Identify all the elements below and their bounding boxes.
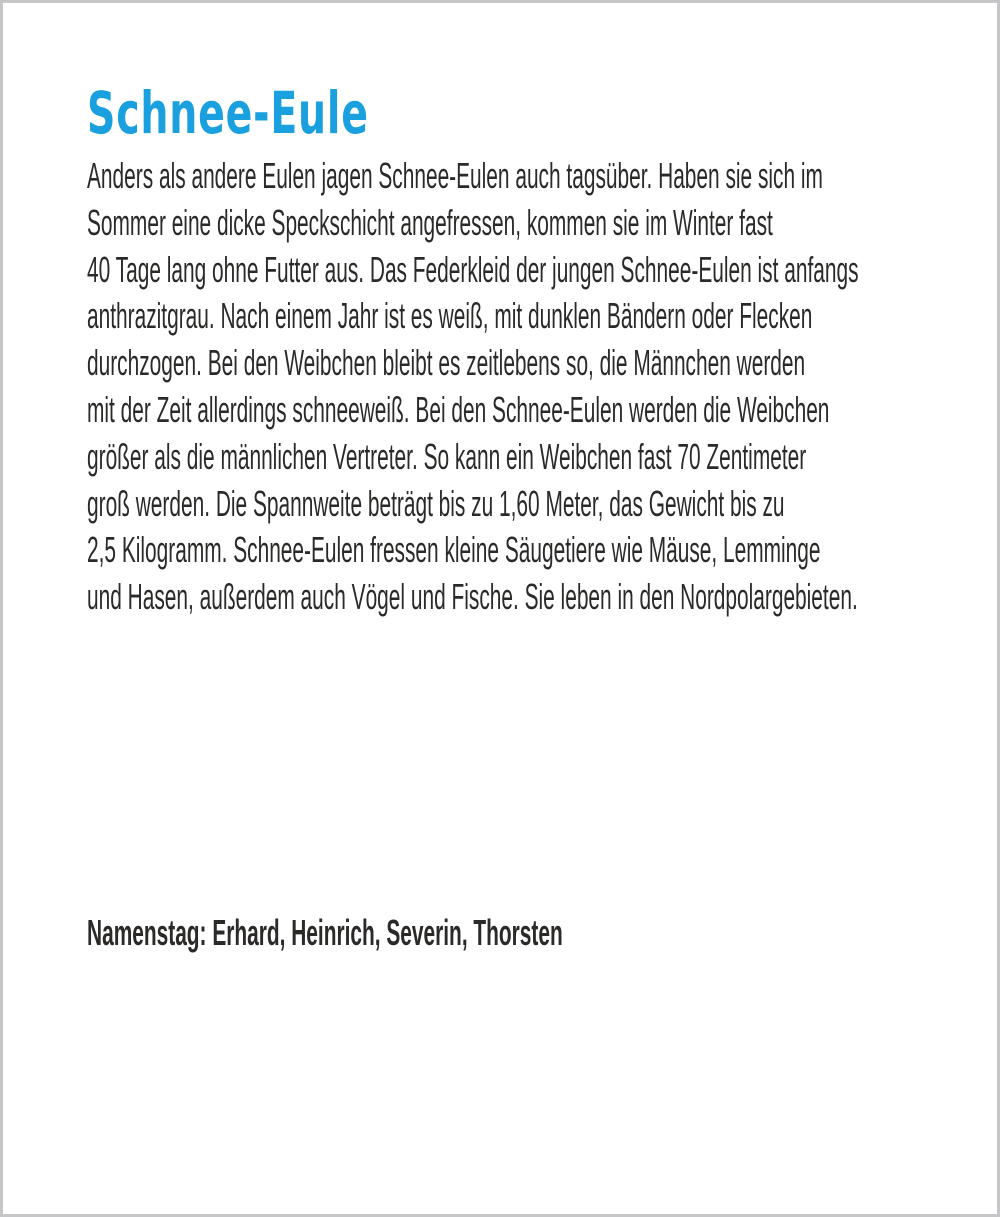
body-text [87, 153, 1000, 621]
page-title: Schnee-Eule [87, 79, 369, 147]
body-line-3: 40 Tage lang ohne Futter aus. Das Federkleid der jungen Schnee-Eulen ist anfangs [87, 248, 859, 290]
body-line-6: mit der Zeit allerdings schneeweiß. Bei den Schnee-Eulen werden die Weibchen [87, 388, 830, 430]
body-line-5: durchzogen. Bei den Weibchen bleibt es zeitlebens so, die Männchen werden [87, 342, 806, 384]
body-line-10: und Hasen, außerdem auch Vögel und Fische. Sie leben in den Nordpolargebieten. [87, 576, 858, 618]
namenstag-label: Namenstag: [87, 912, 207, 953]
namenstag-line [87, 909, 899, 956]
body-line-7: größer als die männlichen Vertreter. So kann ein Weibchen fast 70 Zentimeter [87, 435, 807, 477]
body-line-2: Sommer eine dicke Speckschicht angefressen, kommen sie im Winter fast [87, 201, 773, 243]
namenstag-names: Erhard, Heinrich, Severin, Thorsten [212, 912, 563, 953]
body-line-8: groß werden. Die Spannweite beträgt bis zu 1,60 Meter, das Gewicht bis zu [87, 482, 785, 524]
body-line-1: Anders als andere Eulen jagen Schnee-Eulen auch tagsüber. Haben sie sich im [87, 155, 823, 196]
body-line-9: 2,5 Kilogramm. Schnee-Eulen fressen kleine Säugetiere wie Mäuse, Lemminge [87, 529, 821, 571]
body-line-4: anthrazitgrau. Nach einem Jahr ist es weiß, mit dunklen Bändern oder Flecken [87, 295, 813, 337]
